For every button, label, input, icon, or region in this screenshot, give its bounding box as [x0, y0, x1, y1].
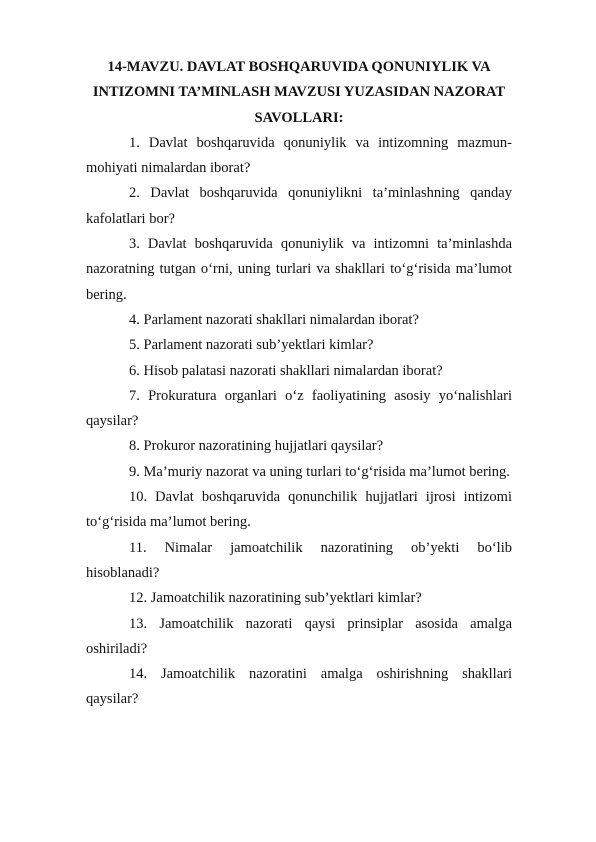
question-6: 6. Hisob palatasi nazorati shakllari nimalardan iborat?	[129, 362, 443, 379]
question-12: 12. Jamoatchilik nazoratining sub’yektlari kimlar?	[129, 590, 422, 607]
question-7: 7. Prokuratura organlari o‘z faoliyatining asosiy yo‘nalishlari qaysilar?	[86, 387, 512, 430]
page-title: 14-MAVZU. DAVLAT BOSHQARUVIDA QONUNIYLIK VA INTIZOMNI TA’MINLASH MAVZUSI YUZASIDAN NAZORAT SAVOLLARI:	[92, 59, 506, 126]
question-11: 11. Nimalar jamoatchilik nazoratining ob’yekti bo‘lib hisoblanadi?	[86, 539, 512, 581]
question-8: 8. Prokuror nazoratining hujjatlari qaysilar?	[129, 438, 384, 455]
question-14: 14. Jamoatchilik nazoratini amalga oshirishning shakllari qaysilar?	[86, 666, 512, 708]
question-3: 3. Davlat boshqaruvida qonuniylik va intizomni ta’minlashda nazoratning tutgan o‘rni, uning turlari va shakllari to‘g‘risida ma’lumot bering.	[86, 236, 512, 303]
question-4: 4. Parlament nazorati shakllari nimalardan iborat?	[129, 311, 419, 328]
document-page	[86, 55, 512, 713]
question-10: 10. Davlat boshqaruvida qonunchilik hujjatlari ijrosi intizomi to‘g‘risida ma’lumot bering.	[86, 489, 512, 531]
question-5: 5. Parlament nazorati sub’yektlari kimlar?	[129, 337, 374, 354]
question-1: 1. Davlat boshqaruvida qonuniylik va intizomning mazmun-mohiyati nimalardan iborat?	[86, 134, 512, 177]
question-9: 9. Ma’muriy nazorat va uning turlari to‘g‘risida ma’lumot bering.	[129, 463, 510, 480]
question-2: 2. Davlat boshqaruvida qonuniylikni ta’minlashning qanday kafolatlari bor?	[86, 185, 512, 227]
question-13: 13. Jamoatchilik nazorati qaysi prinsiplar asosida amalga oshiriladi?	[86, 615, 512, 657]
